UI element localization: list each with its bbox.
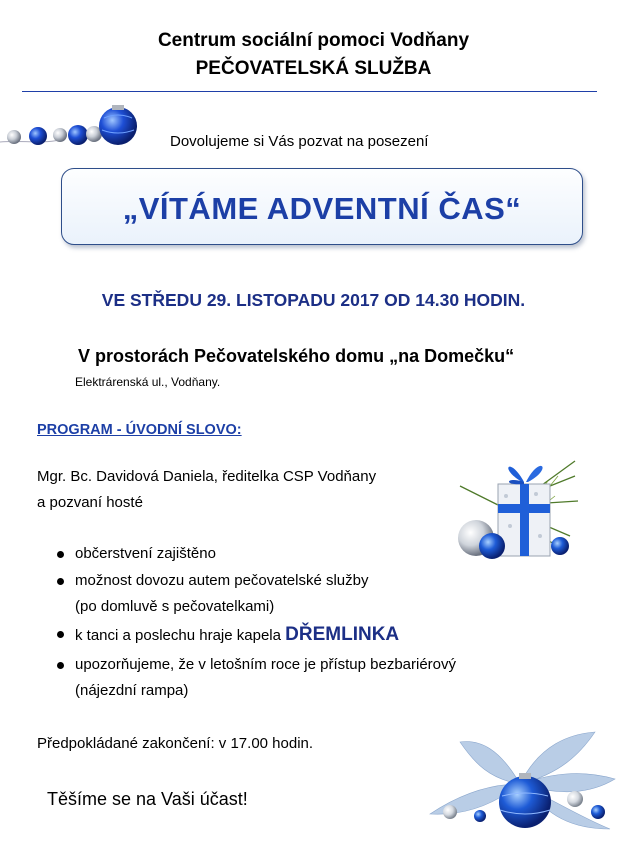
program-heading: PROGRAM - ÚVODNÍ SLOVO: xyxy=(37,422,242,438)
guests-line: a pozvaní hosté xyxy=(37,494,143,511)
gift-box-icon xyxy=(440,446,580,566)
event-place: V prostorách Pečovatelského domu „na Domečku“ xyxy=(78,346,515,366)
list-item: občerstvení zajištěno xyxy=(75,545,216,562)
list-item-continuation: (nájezdní rampa) xyxy=(75,682,189,699)
header-divider xyxy=(22,91,597,92)
list-item-continuation: (po domluvě s pečovatelkami) xyxy=(75,598,275,615)
invitation-text: Dovolujeme si Vás pozvat na posezení xyxy=(170,133,429,150)
band-name: DŘEMLINKA xyxy=(285,624,400,645)
speaker-line: Mgr. Bc. Davidová Daniela, ředitelka CSP Vodňany xyxy=(37,468,377,485)
event-title: „VÍTÁME ADVENTNÍ ČAS“ xyxy=(122,191,522,226)
title-banner xyxy=(61,168,583,245)
list-item xyxy=(75,624,399,646)
end-time: Předpokládané zakončení: v 17.00 hodin. xyxy=(37,735,314,752)
bullet xyxy=(57,551,64,558)
ornament-bouquet-icon xyxy=(420,724,620,834)
list-item-text: k tanci a poslechu hraje kapela xyxy=(75,627,286,644)
org-name: Centrum sociální pomoci Vodňany xyxy=(157,30,470,51)
bullet xyxy=(57,662,64,669)
org-department: PEČOVATELSKÁ SLUŽBA xyxy=(195,58,432,79)
event-address: Elektrárenská ul., Vodňany. xyxy=(75,375,221,389)
closing-text: Těšíme se na Vaši účast! xyxy=(47,789,248,809)
ornament-row-icon xyxy=(0,104,150,154)
event-date: VE STŘEDU 29. LISTOPADU 2017 OD 14.30 HODIN. xyxy=(101,290,526,310)
list-item: možnost dovozu autem pečovatelské služby xyxy=(75,572,369,589)
list-item: upozorňujeme, že v letošním roce je přístup bezbariérový xyxy=(75,656,457,673)
bullet xyxy=(57,578,64,585)
bullet xyxy=(57,631,64,638)
